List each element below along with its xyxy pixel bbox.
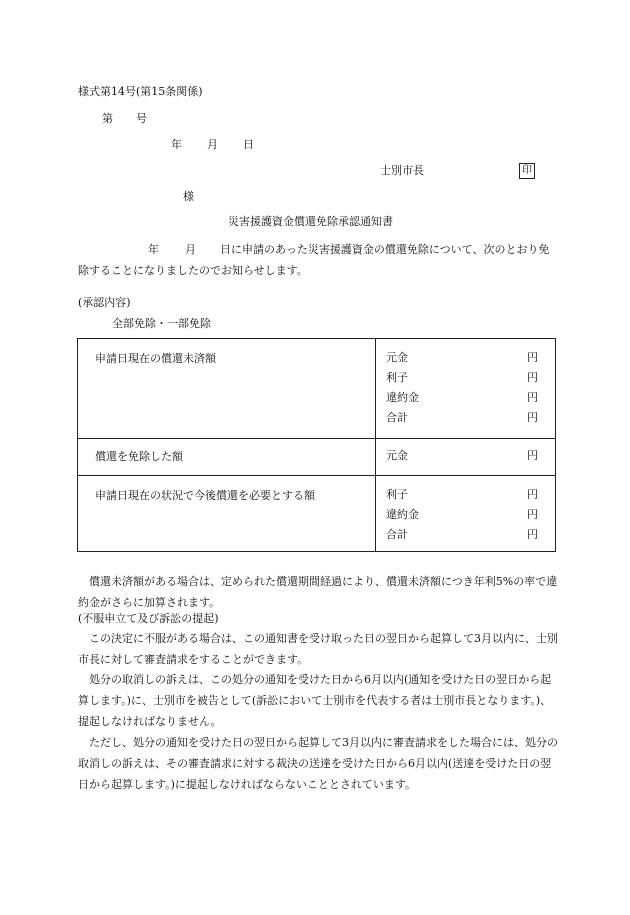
document-title: 災害援護資金償還免除承認通知書 [228, 215, 393, 228]
amount-item-label: 合計 [386, 411, 408, 424]
table-row [78, 439, 556, 476]
amount-line [376, 388, 555, 408]
amount-item-label: 違約金 [386, 391, 419, 404]
amount-line [376, 348, 555, 368]
amount-cell [376, 339, 556, 439]
seal-stamp: 印 [519, 163, 535, 179]
appeal-paragraph-3: ただし、処分の通知を受けた日の翌日から起算して3月以内に審査請求をした場合には、処分の取消しの訴えは、その審査請求に対する裁決の送達を受けた日から6月以内(送達を受けた日の翌日から起算します。)に提起しなければならないこととされています。 [78, 736, 558, 791]
amount-item-label: 利子 [386, 371, 408, 384]
amount-item-label: 合計 [386, 528, 408, 541]
appeal-heading: (不服申立て及び訴訟の提起) [78, 612, 219, 625]
yen-unit: 円 [527, 411, 538, 424]
amount-line [376, 525, 555, 545]
row-label: 申請日現在の償還未済額 [78, 339, 376, 439]
doc-number-suffix: 号 [136, 112, 147, 125]
row-label: 償還を免除した額 [78, 439, 376, 476]
yen-unit: 円 [527, 351, 538, 364]
yen-unit: 円 [527, 508, 538, 521]
date-day-label: 日 [243, 138, 254, 151]
amount-item-label: 利子 [386, 488, 408, 501]
yen-unit: 円 [527, 488, 538, 501]
appeal-paragraph-1: この決定に不服がある場合は、この通知書を受け取った日の翌日から起算して3月以内に、士別市長に対して審査請求をすることができます。 [78, 632, 558, 666]
amount-line [376, 368, 555, 388]
amount-line [376, 505, 555, 525]
issuer-name: 士別市長 [380, 164, 424, 177]
amount-line [376, 446, 555, 466]
addressee-suffix: 様 [183, 190, 194, 203]
amount-item-label: 元金 [386, 449, 408, 462]
yen-unit: 円 [527, 371, 538, 384]
appeal-paragraph-2: 処分の取消しの訴えは、この処分の通知を受けた日から6月以内(通知を受けた日の翌日から起算します。)に、士別市を被告として(訴訟において士別市を代表する者は士別市長となります。)、提起しなければなりません。 [78, 673, 552, 728]
amount-line [376, 485, 555, 505]
amount-cell [376, 439, 556, 476]
penalty-note: 償還未済額がある場合は、定められた償還期間経過により、償還未済額につき年利5%の率で違約金がさらに加算されます。 [78, 575, 558, 609]
intro-text: 日に申請のあった災害援護資金の償還免除について、次のとおり免除することになりましたのでお知らせします。 [78, 243, 550, 277]
yen-unit: 円 [527, 449, 538, 462]
approval-type: 全部免除・一部免除 [112, 317, 211, 330]
amount-cell [376, 476, 556, 552]
intro-year-label: 年 [148, 243, 159, 256]
yen-unit: 円 [527, 528, 538, 541]
date-year-label: 年 [171, 138, 182, 151]
amount-item-label: 違約金 [386, 508, 419, 521]
row-label: 申請日現在の状況で今後償還を必要とする額 [78, 476, 376, 552]
amount-item-label: 元金 [386, 351, 408, 364]
approval-heading: (承認内容) [78, 296, 131, 309]
yen-unit: 円 [527, 391, 538, 404]
amount-table [77, 338, 556, 552]
doc-number-prefix: 第 [102, 112, 113, 125]
date-month-label: 月 [207, 138, 218, 151]
table-row [78, 339, 556, 439]
form-number: 様式第14号(第15条関係) [78, 85, 203, 98]
table-row [78, 476, 556, 552]
amount-line [376, 408, 555, 428]
intro-month-label: 月 [185, 243, 196, 256]
